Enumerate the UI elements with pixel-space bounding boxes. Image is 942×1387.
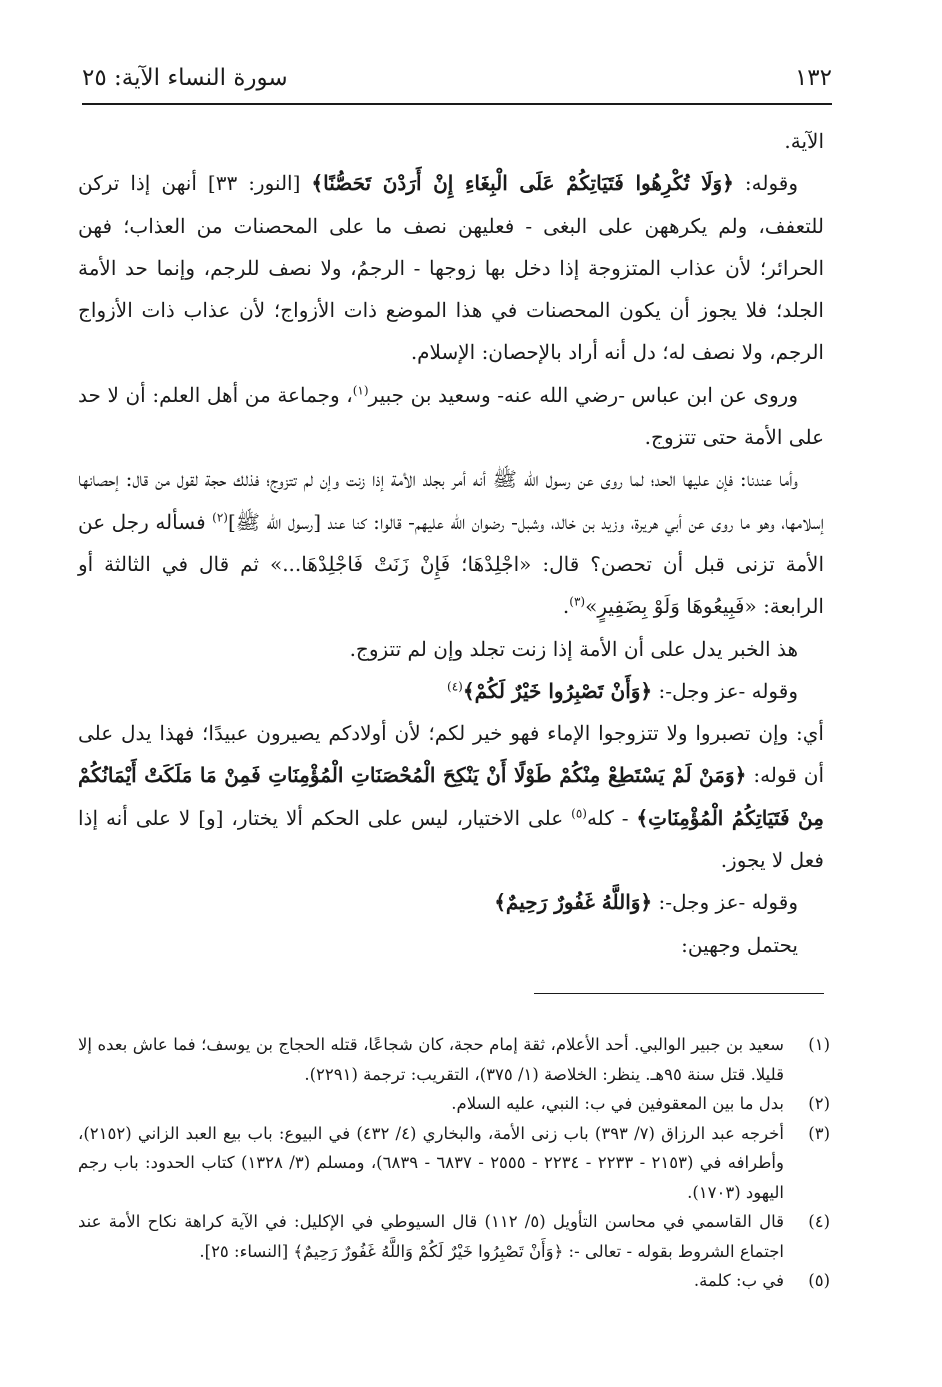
page-header <box>82 58 832 98</box>
quran-verse: ﴿وَلَا تُكْرِهُوا فَتَيَاتِكُمْ عَلَى الْبِغَاءِ إِنْ أَرَدْنَ تَحَصُّنًا﴾ <box>311 171 734 196</box>
paragraph: هذ الخبر يدل على أن الأمة إذا زنت تجلد وإن لم تتزوج. <box>349 636 798 661</box>
footnote-ref: (٥) <box>571 806 587 821</box>
text-run: - كله <box>586 805 637 830</box>
text-run: أي: وإن تصبروا ولا تتزوجوا الإماء فهو خير لكم؛ لأن أولادكم يصيرون عبيدًا؛ فهذا يدل على أن قوله: <box>78 721 824 788</box>
text-run: وروى عن ابن عباس -رضي الله عنه- وسعيد بن جبير <box>368 382 798 407</box>
quran-verse: ﴿وَاللَّهُ غَفُورٌ رَحِيمٌ﴾ <box>494 890 653 915</box>
paragraph <box>78 712 824 881</box>
footnote <box>78 1089 830 1119</box>
paragraph <box>78 458 824 627</box>
footnote-number: (١) <box>808 1035 830 1054</box>
main-text <box>78 120 824 966</box>
text-run: وقوله: <box>733 171 799 196</box>
footnote-ref: (١) <box>352 383 369 398</box>
footnote-text: أخرجه عبد الرزاق (٧/ ٣٩٣) باب زنى الأمة، والبخاري (٤/ ٤٣٢) في البيوع: باب بيع العبد الزاني (٢١٥٢)، وأطرافه في (٢١٥٣ - ٢٢٣٣ - ٢٢٣٤ - ٢٥٥٥ - ٦٨٣٧ - ٦٨٣٩)، ومسلم (٣/ ١٣٢٨) كتاب الحدود: باب رجم اليهود (١٧٠٣). <box>78 1123 784 1202</box>
footnote-ref: (٢) <box>212 510 228 525</box>
paragraph <box>78 881 824 923</box>
text-run: [النور: ٣٣] أنهن إذا تركن للتعفف، ولم يكرههن على البغى - فعليهن نصف ما على المحصنات من العذاب؛ فهن الحرائر؛ لأن عذاب المتزوجة إذا دخل بها زوجها - الرجمُ، ولا نصف للرجم، وإنما حد الأمة الجلد؛ فلا يجوز أن يكون المحصنات في هذا الموضع ذات الأزواج؛ لأن عذاب ذات الأزواج الرجم، ولا نصف له؛ دل أنه أراد بالإحصان: الإسلام. <box>78 171 824 365</box>
paragraph <box>78 670 824 712</box>
footnote <box>78 1119 830 1208</box>
footnote-separator <box>534 993 824 994</box>
footnote-ref: (٣) <box>569 594 586 609</box>
footnote-number: (٥) <box>808 1271 830 1290</box>
footnotes <box>78 1030 830 1296</box>
paragraph <box>78 374 824 459</box>
footnote-text: قال القاسمي في محاسن التأويل (٥/ ١١٢) قال السيوطي في الإكليل: في الآية كراهة نكاح الأمة عند اجتماع الشروط بقوله - تعالى -: ﴿وَأَنْ تَصْبِرُوا خَيْرٌ لَكُمْ وَاللَّهُ غَفُورٌ رَحِيمٌ﴾ [النساء: ٢٥]. <box>78 1212 784 1261</box>
quran-verse: ﴿وَمَنْ لَمْ يَسْتَطِعْ مِنْكُمْ طَوْلًا أَنْ يَنْكِحَ الْمُحْصَنَاتِ الْمُؤْمِنَاتِ فَمِنْ مَا مَلَكَتْ أَيْمَانُكُمْ مِنْ فَتَيَاتِكُمُ الْمُؤْمِنَاتِ﴾ <box>78 763 824 830</box>
footnote-text: في ب: كلمة. <box>693 1271 784 1290</box>
text-run: ، وجماعة من أهل العلم: أن لا حد على الأمة حتى تتزوج. <box>78 382 824 450</box>
text-run: . <box>562 594 570 619</box>
page-number: ١٣٢ <box>794 65 832 91</box>
footnote <box>78 1030 830 1089</box>
paragraph <box>78 162 824 373</box>
text-run: وقوله -عز وجل-: <box>652 890 798 915</box>
paragraph: يحتمل وجهين: <box>681 932 798 957</box>
text-run: على الاختيار، ليس على الحكم ألا يختار، [و] لا على أنه إذا فعل لا يجوز. <box>78 805 824 873</box>
text-run: وأما عندنا: فإن عليها الحد؛ لما روى عن رسول الله ﷺ أنه أمر بجلد الأمة إذا زنت وإن لم تتزوج؛ فذلك حجة لقول من قال: إحصانها إسلامها، وهو ما روى عن أبي هريرة، وزيد بن خالد، وشبل- رضوان الله عليهم- قالوا: كنا عند [رسول الله ﷺ] <box>78 467 824 534</box>
footnote-text: بدل ما بين المعقوفين في ب: النبي، عليه السلام. <box>451 1094 784 1113</box>
header-rule <box>82 103 832 105</box>
running-title: سورة النساء الآية: ٢٥ <box>82 65 288 91</box>
text-run: وقوله -عز وجل-: <box>652 678 798 703</box>
paragraph: الآية. <box>784 129 824 153</box>
text-run: فسأله رجل عن الأمة تزنى قبل أن تحصن؟ قال: «اجْلِدْهَا؛ فَإِنْ زَنَتْ فَاجْلِدْهَا...» ثم قال في الثالثة أو الرابعة: «فَبِيعُوهَا وَلَوْ بِضَفِيرٍ» <box>78 509 824 619</box>
quran-verse: ﴿وَأَنْ تَصْبِرُوا خَيْرٌ لَكُمْ﴾ <box>462 678 653 703</box>
footnote-number: (٤) <box>808 1212 830 1231</box>
footnote <box>78 1266 830 1296</box>
footnote <box>78 1207 830 1266</box>
footnote-ref: (٤) <box>447 679 463 694</box>
footnote-number: (٢) <box>808 1094 830 1113</box>
footnote-number: (٣) <box>808 1123 830 1143</box>
footnote-text: سعيد بن جبير الوالبي. أحد الأعلام، ثقة إمام حجة، كان شجاعًا، قتله الحجاج بن يوسف؛ فما عاش بعده إلا قليلا. قتل سنة ٩٥هـ. ينظر: الخلاصة (١/ ٣٧٥)، التقريب: ترجمة (٢٢٩١). <box>78 1035 784 1084</box>
